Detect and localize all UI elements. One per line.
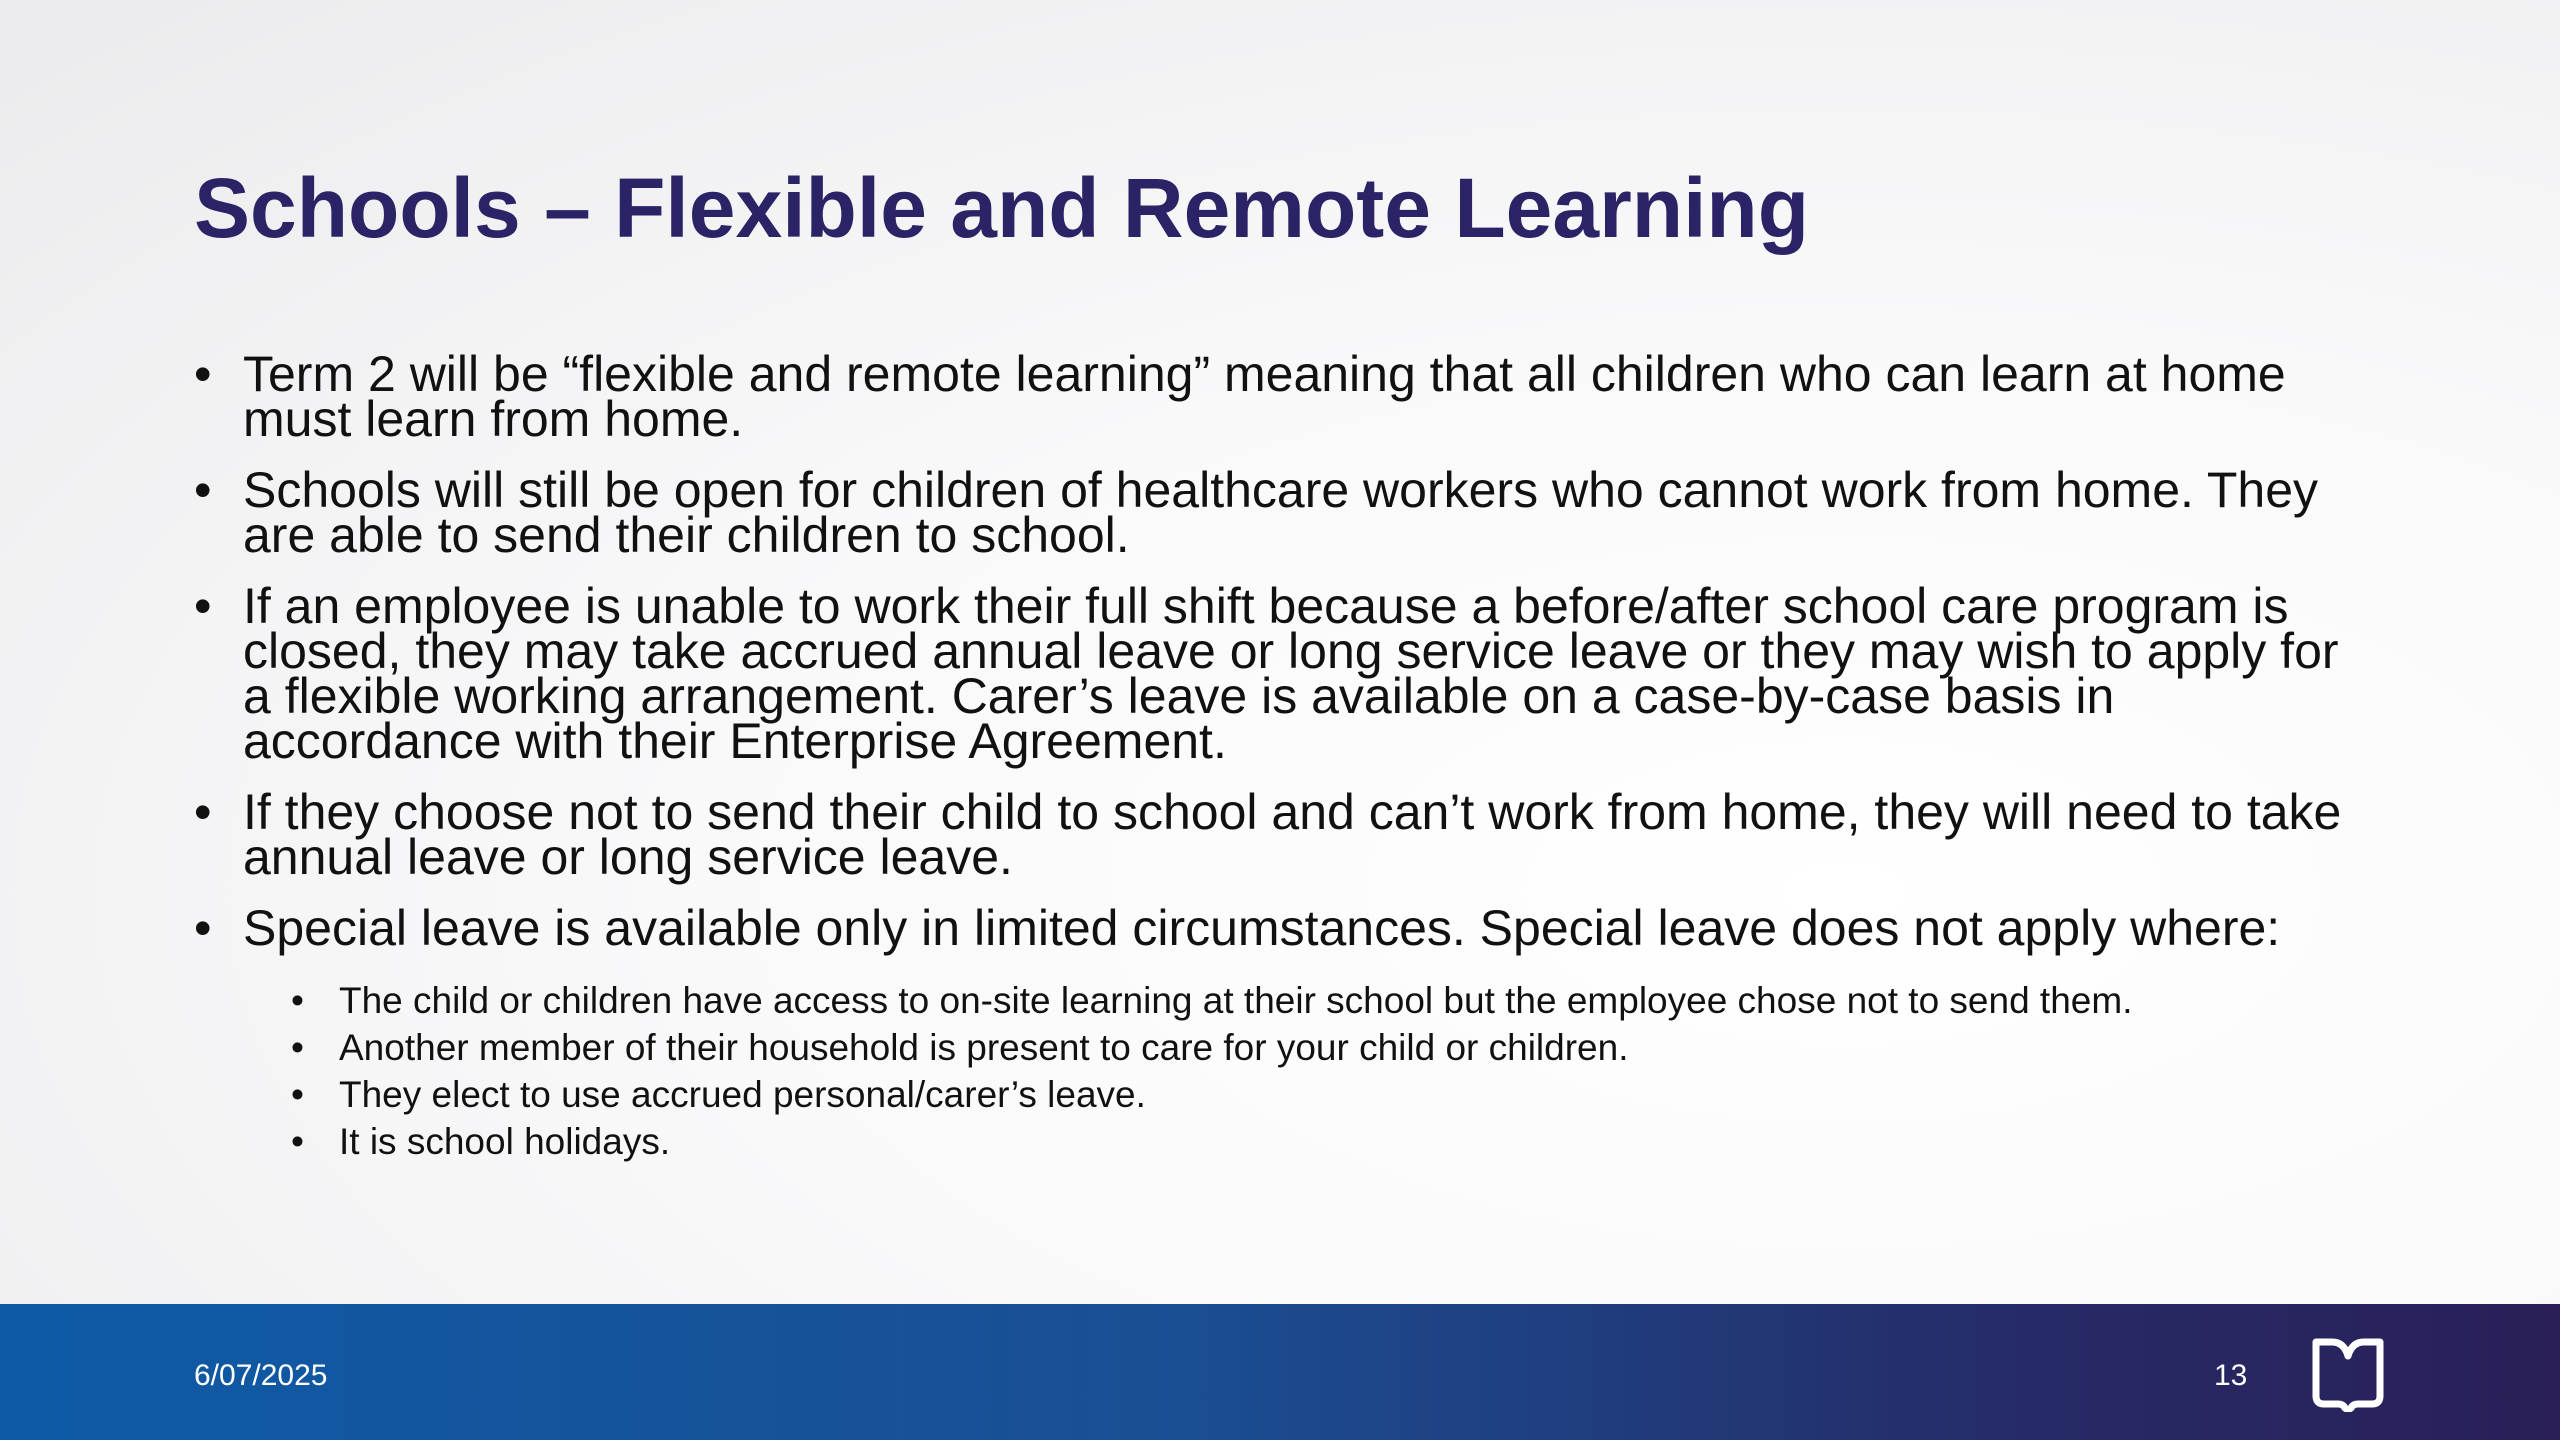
bullet-item [194, 578, 2374, 769]
bullet-item [194, 462, 2374, 563]
bullet-text: Schools will still be open for children of healthcare workers who cannot work from home. They are able to send their children to school. [243, 462, 2319, 563]
bullet-text: If an employee is unable to work their full shift because a before/after school care program is closed, they may take accrued annual leave or long service leave or they may wish to apply for a flexible working arrangement. Carer’s leave is available on a case-by-case basis in accordance with their Enterprise Agreement. [243, 578, 2339, 769]
sub-bullet-item: • The child or children have access to on-site learning at their school but the employee chose not to send them. [291, 977, 2374, 1024]
bullet-item [194, 900, 2374, 1165]
bullet-text: If they choose not to send their child to school and can’t work from home, they will need to take annual leave or long service leave. [243, 784, 2342, 885]
footer-bar [0, 1304, 2560, 1440]
slide-title: Schools – Flexible and Remote Learning [194, 161, 1810, 255]
bullet-item [194, 346, 2374, 447]
bullet-list [194, 346, 2374, 1191]
bullet-text: Special leave is available only in limited circumstances. Special leave does not apply where: [243, 900, 2281, 956]
page-number: 13 [2214, 1359, 2248, 1392]
footer-date: 6/07/2025 [194, 1359, 328, 1392]
sub-bullet-item: • They elect to use accrued personal/carer’s leave. [291, 1071, 2374, 1118]
bullet-text: Term 2 will be “flexible and remote learning” meaning that all children who can learn at home must learn from home. [243, 346, 2286, 447]
sub-bullet-item: • It is school holidays. [291, 1118, 2374, 1165]
sub-bullet-item: • Another member of their household is present to care for your child or children. [291, 1024, 2374, 1071]
bullet-item [194, 784, 2374, 885]
sub-bullet-list [243, 977, 2374, 1165]
open-book-logo-icon [2310, 1334, 2386, 1412]
